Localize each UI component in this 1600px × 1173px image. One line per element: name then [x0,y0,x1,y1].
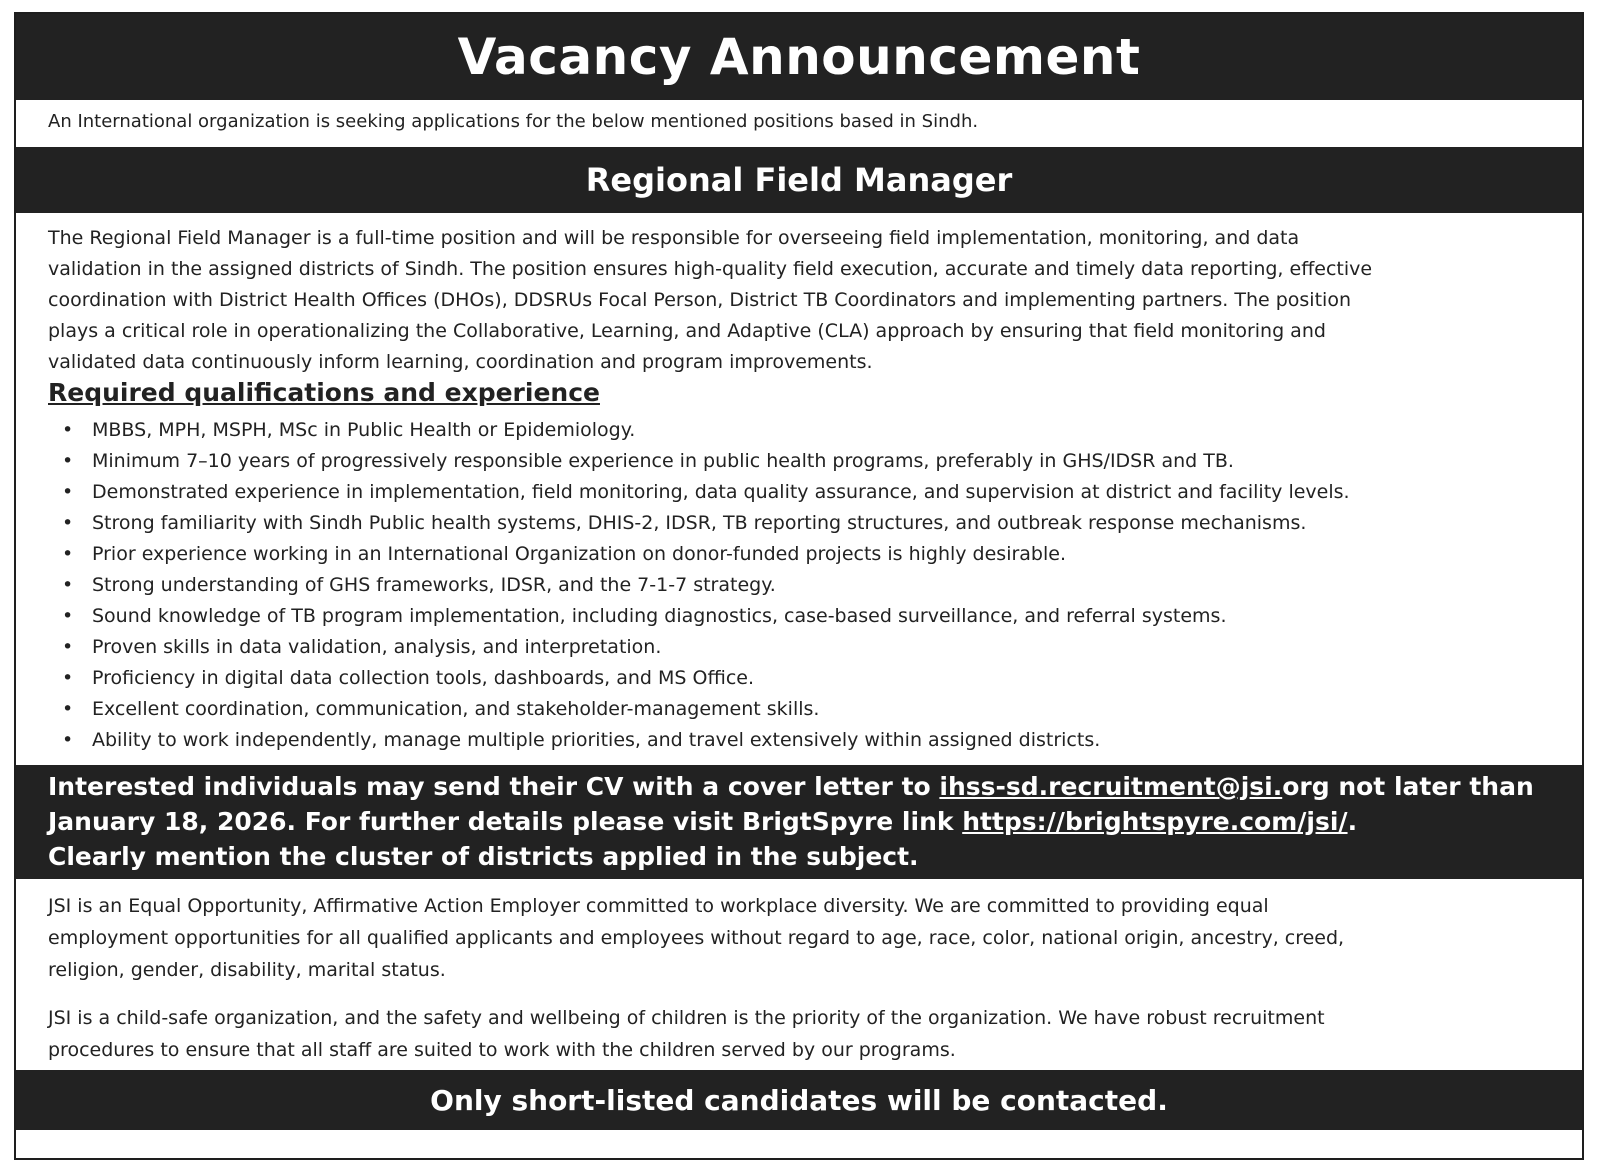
requirement-text: Minimum 7–10 years of progressively responsible experience in public health programs, preferably in GHS/IDSR and TB. [92,450,1234,472]
eeo-line: JSI is an Equal Opportunity, Affirmative Action Employer committed to workplace diversity. We are committed to providing equal [48,895,1269,917]
footer-note: Only short-listed candidates will be contacted. [430,1083,1168,1117]
application-instructions [16,765,1582,879]
list-item [62,477,1350,508]
page-title: Vacancy Announcement [457,28,1141,86]
position-title: Regional Field Manager [585,161,1013,199]
apply-text: Interested individuals may send their CV with a cover letter to [48,772,940,801]
footer-band [16,1070,1582,1130]
list-item [62,725,1350,756]
email-link[interactable]: ihss-sd.recruitment@jsi. [939,772,1283,801]
description-line: plays a critical role in operationalizing the Collaborative, Learning, and Adaptive (CLA) approach by ensuring that field monitoring and [48,320,1326,342]
apply-line-1 [48,769,1582,804]
eeo-line: employment opportunities for all qualified applicants and employees without regard to age, race, color, national origin, ancestry, creed, [48,927,1345,949]
bullet-icon: • [62,450,74,472]
requirements-heading: Required qualifications and experience [48,378,600,407]
child-safe-statement [48,1002,1558,1066]
apply-line-2 [48,804,1582,839]
list-item [62,446,1350,477]
bullet-icon: • [62,543,74,565]
description-line: validated data continuously inform learning, coordination and program improvements. [48,351,873,373]
requirement-text: Demonstrated experience in implementation, field monitoring, data quality assurance, and supervision at district and facility levels. [92,481,1350,503]
list-item [62,539,1350,570]
description-line: The Regional Field Manager is a full-time position and will be responsible for overseeing field implementation, monitoring, and data [48,227,1300,249]
childsafe-line: JSI is a child-safe organization, and the safety and wellbeing of children is the priority of the organization. We have robust recruitment [48,1007,1325,1029]
intro-text: An International organization is seeking applications for the below mentioned positions based in Sindh. [48,111,979,132]
bullet-icon: • [62,636,74,658]
bullet-icon: • [62,481,74,503]
requirement-text: Prior experience working in an International Organization on donor-funded projects is highly desirable. [92,543,1067,565]
bullet-icon: • [62,667,74,689]
childsafe-line: procedures to ensure that all staff are suited to work with the children served by our programs. [48,1039,956,1061]
apply-line-3: Clearly mention the cluster of districts applied in the subject. [48,842,919,871]
requirement-text: Strong understanding of GHS frameworks, IDSR, and the 7-1-7 strategy. [92,574,776,596]
requirements-list [62,415,1350,756]
description-line: validation in the assigned districts of Sindh. The position ensures high-quality field execution, accurate and timely data reporting, effective [48,258,1373,280]
requirement-text: MBBS, MPH, MSPH, MSc in Public Health or Epidemiology. [92,419,636,441]
list-item [62,508,1350,539]
vacancy-announcement [14,12,1584,1160]
title-band [16,14,1582,100]
bullet-icon: • [62,419,74,441]
bullet-icon: • [62,605,74,627]
requirement-text: Sound knowledge of TB program implementation, including diagnostics, case-based surveillance, and referral systems. [92,605,1227,627]
requirement-text: Proficiency in digital data collection tools, dashboards, and MS Office. [92,667,755,689]
brightspyre-link[interactable]: https://brightspyre.com/jsi/ [962,807,1348,836]
equal-opportunity-statement [48,890,1558,986]
description-line: coordination with District Health Offices (DHOs), DDSRUs Focal Person, District TB Coordinators and implementing partners. The position [48,289,1351,311]
requirement-text: Strong familiarity with Sindh Public health systems, DHIS-2, IDSR, TB reporting structures, and outbreak response mechanisms. [92,512,1307,534]
job-description [48,223,1548,378]
position-band [16,147,1582,213]
apply-text: January 18, 2026. For further details please visit BrigtSpyre link [48,807,963,836]
requirement-text: Ability to work independently, manage multiple priorities, and travel extensively within assigned districts. [92,729,1101,751]
bullet-icon: • [62,574,74,596]
bullet-icon: • [62,698,74,720]
list-item [62,694,1350,725]
list-item [62,601,1350,632]
bullet-icon: • [62,729,74,751]
list-item [62,570,1350,601]
requirement-text: Proven skills in data validation, analysis, and interpretation. [92,636,662,658]
requirement-text: Excellent coordination, communication, and stakeholder-management skills. [92,698,820,720]
list-item [62,663,1350,694]
bullet-icon: • [62,512,74,534]
eeo-line: religion, gender, disability, marital status. [48,959,446,981]
apply-text: . [1347,807,1358,836]
list-item [62,632,1350,663]
list-item [62,415,1350,446]
apply-text: org not later than [1282,772,1534,801]
